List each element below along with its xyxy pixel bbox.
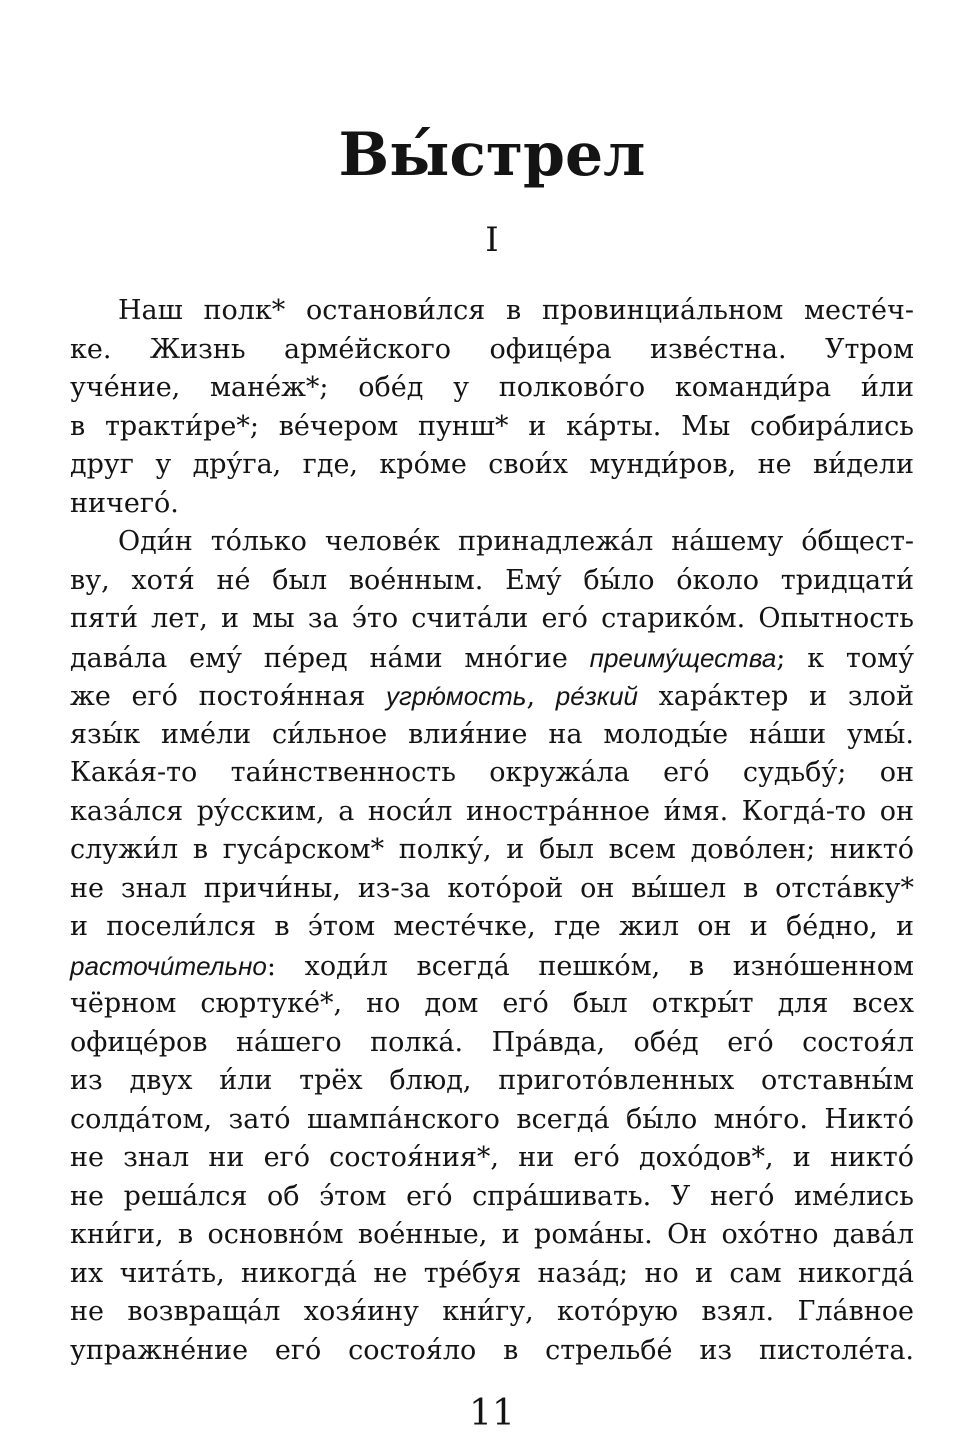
text-run: ву, хотя́ не́ был вое́нным. Ему́ бы́ло о́коло тридцати́ bbox=[70, 564, 914, 596]
text-line bbox=[70, 292, 914, 331]
text-run: не реша́лся об э́том его́ спра́шивать. У него́ име́лись bbox=[70, 1180, 914, 1212]
text-run: их чита́ть, никогда́ не тре́буя наза́д; но и сам никогда́ bbox=[70, 1257, 914, 1289]
text-run: ке. Жизнь арме́йского офице́ра изве́стна. Утром bbox=[70, 333, 914, 365]
text-line bbox=[70, 446, 914, 485]
text-line bbox=[70, 985, 914, 1024]
text-run: и посели́лся в э́том месте́чке, где жил он и бе́дно, и bbox=[70, 911, 914, 942]
section-numeral: I bbox=[485, 220, 499, 260]
text-line bbox=[70, 947, 914, 986]
text-run: Оди́н то́лько челове́к принадлежа́л на́шему о́бщест- bbox=[118, 526, 914, 557]
text-run: , bbox=[526, 681, 556, 712]
text-line bbox=[70, 1024, 914, 1063]
body-text bbox=[70, 292, 914, 1370]
text-line bbox=[70, 1216, 914, 1255]
text-run: солда́том, зато́ шампа́нского всегда́ бы́ло мно́го. Никто́ bbox=[70, 1103, 914, 1135]
text-line bbox=[70, 1255, 914, 1294]
italic-text-run: ре́зкий bbox=[555, 681, 638, 711]
text-line bbox=[70, 716, 914, 755]
text-line bbox=[70, 870, 914, 909]
text-run: кни́ги, в основно́м вое́нные, и рома́ны. Он охо́тно дава́л bbox=[70, 1219, 914, 1250]
italic-text-run: угрю́мость bbox=[386, 681, 527, 711]
text-line bbox=[70, 754, 914, 793]
text-run: ; к тому́ bbox=[776, 642, 915, 674]
text-line bbox=[70, 831, 914, 870]
text-line bbox=[70, 639, 914, 678]
text-run: не возвраща́л хозя́ину кни́гу, кото́рую взял. Гла́вное bbox=[70, 1296, 914, 1327]
text-line bbox=[70, 677, 914, 716]
text-line bbox=[70, 1293, 914, 1332]
text-run: друг у дру́га, где, кро́ме свои́х мунди́ров, не ви́дели bbox=[70, 449, 914, 480]
text-run: офице́ров на́шего полка́. Пра́вда, обе́д его́ состоя́л bbox=[70, 1026, 914, 1058]
text-line bbox=[70, 331, 914, 370]
text-run: упражне́ние его́ состоя́ло в стрельбе́ из пистоле́та. bbox=[70, 1334, 914, 1366]
text-line bbox=[70, 1139, 914, 1178]
text-line bbox=[70, 523, 914, 562]
text-run: из двух и́ли трёх блюд, пригото́вленных отставны́м bbox=[70, 1065, 914, 1096]
text-line bbox=[70, 1178, 914, 1217]
text-run: Наш полк* останови́лся в провинциа́льном месте́ч- bbox=[118, 295, 914, 326]
text-line bbox=[70, 1332, 914, 1371]
text-run: пяти́ лет, и мы за э́то счита́ли его́ старико́м. Опытность bbox=[70, 603, 914, 634]
text-run: : ходи́л всегда́ пешко́м, в изно́шенном bbox=[266, 950, 914, 982]
text-line bbox=[70, 600, 914, 639]
text-line bbox=[70, 562, 914, 601]
page-title: Вы́стрел bbox=[338, 120, 646, 190]
text-line bbox=[70, 1062, 914, 1101]
text-run: язы́к име́ли си́льное влия́ние на молоды́е на́ши умы́. bbox=[70, 718, 914, 750]
text-run: служи́л в гуса́рском* полку́, и был всем дово́лен; никто́ bbox=[70, 834, 914, 865]
text-run: Кака́я-то таи́нственность окружа́ла его́ судьбу́; он bbox=[70, 757, 914, 788]
text-run: уче́ние, мане́ж*; обе́д у полково́го команди́ра и́ли bbox=[70, 372, 914, 403]
text-line bbox=[70, 908, 914, 947]
text-line bbox=[70, 1101, 914, 1140]
italic-text-run: преиму́щества bbox=[589, 642, 777, 673]
text-run: не знал ни его́ состоя́ния*, ни его́ дохо́дов*, и никто́ bbox=[70, 1142, 914, 1173]
text-line bbox=[70, 369, 914, 408]
text-run: чёрном сюртуке́*, но дом его́ был откры́т для всех bbox=[70, 988, 914, 1019]
text-line bbox=[70, 485, 914, 524]
text-run: в тракти́ре*; ве́чером пунш* и ка́рты. Мы собира́лись bbox=[70, 410, 914, 442]
text-run: хара́ктер и злой bbox=[637, 681, 914, 712]
text-line bbox=[70, 793, 914, 832]
text-run: же его́ постоя́нная bbox=[70, 681, 387, 712]
text-run: ничего́. bbox=[70, 487, 179, 519]
text-run: не знал причи́ны, из-за кото́рой он вы́шел в отста́вку* bbox=[70, 872, 914, 904]
page-number: 11 bbox=[469, 1393, 515, 1434]
text-run: дава́ла ему́ пе́ред на́ми мно́гие bbox=[70, 642, 590, 674]
text-line bbox=[70, 408, 914, 447]
italic-text-run: расточи́тельно bbox=[70, 950, 267, 981]
text-run: каза́лся ру́сским, а носи́л иностра́нное и́мя. Когда́-то он bbox=[70, 795, 914, 827]
